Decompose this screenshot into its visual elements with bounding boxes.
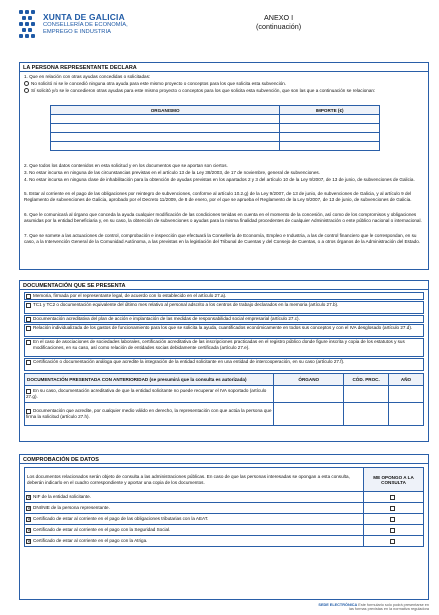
- doc-checkbox[interactable]: [26, 317, 31, 322]
- col-organismo: ORGANISMO: [51, 106, 280, 115]
- doc-checkbox[interactable]: [26, 326, 31, 331]
- table-row: [25, 503, 424, 514]
- xunta-logo-icon: [19, 10, 37, 54]
- no-aid-radio[interactable]: [24, 81, 29, 86]
- oppose-cell: [364, 525, 424, 536]
- organismo-cell[interactable]: [51, 124, 280, 133]
- org-title: XUNTA DE GALICIA: [43, 12, 125, 22]
- declaration-item-6: 6. Que le comunicará al órgano que conceda la ayuda cualquier modificación de las condiciones tenidas en cuenta en el momento de la concesión, así como de los compromisos y obligaciones asumidas por la entidad beneficiaria y, en su caso, la obtención de subvenciones o ayudas para la misma finalidad procedentes de cualquier Administración o ente público nacional o internacional.: [24, 212, 422, 223]
- oppose-checkbox[interactable]: [390, 539, 395, 544]
- importe-cell[interactable]: [280, 115, 380, 124]
- no-aid-label: No solicitó ni se le concedió ninguna otra ayuda para este mismo proyecto o conceptos para los que solicita esta subvención.: [31, 81, 287, 86]
- col-importe: IMPORTE (€): [280, 106, 380, 115]
- other-aid-radio[interactable]: [24, 88, 29, 93]
- organismo-cell[interactable]: [51, 115, 280, 124]
- table-row: [25, 514, 424, 525]
- doc-item: [24, 315, 424, 323]
- oppose-checkbox[interactable]: [390, 517, 395, 522]
- prior-doc-cell: [25, 386, 274, 403]
- table-row: [51, 124, 380, 133]
- declaration-item-1: 1. Que en relación con otras ayudas concedidas o solicitadas:: [24, 74, 151, 79]
- annex-title: ANEXO I: [263, 13, 294, 22]
- verification-intro: Los documentos relacionados serán objeto de consulta a las administraciones públicas. En caso de que las personas interesadas se opongan a esta consulta, deberán indicarlo en el cuadro correspondiente y aportar una copia de los documentos.: [25, 468, 364, 492]
- table-row: [25, 386, 424, 403]
- doc-label: Memoria, firmada por el representante legal, de acuerdo con lo establecido en el artículo 27.a).: [33, 293, 227, 298]
- prior-docs-table: [24, 373, 424, 426]
- organo-cell[interactable]: [274, 386, 344, 403]
- doc-item: [24, 292, 424, 300]
- doc-label: Documentación acreditativa del plan de acción e implantación de las medidas de responsabilidad social empresarial (artículo 27.c).: [33, 316, 300, 321]
- verification-label: Certificado de estar al corriente en el pago de las obligaciones tributarias con la AEAT.: [33, 516, 209, 522]
- table-row: [51, 115, 380, 124]
- importe-cell[interactable]: [280, 133, 380, 142]
- table-row: [25, 536, 424, 547]
- oppose-header: ME OPONGO A LA CONSULTA: [364, 468, 424, 492]
- doc-item: [24, 301, 424, 314]
- verification-label: DNI/NIE de la persona representante.: [33, 505, 110, 511]
- col-organo: ÓRGANO: [274, 374, 344, 386]
- doc-checkbox[interactable]: [26, 294, 31, 299]
- ano-cell[interactable]: [389, 386, 424, 403]
- organization-name: [43, 12, 128, 36]
- oppose-cell: [364, 503, 424, 514]
- verification-item: [25, 503, 364, 514]
- org-sub2: EMPREGO E INDUSTRIA: [43, 29, 111, 35]
- prior-doc-checkbox[interactable]: [26, 389, 31, 394]
- declaration-title: LA PERSONA REPRESENTANTE DECLARA: [20, 63, 428, 72]
- verification-section: [19, 454, 429, 600]
- oppose-checkbox[interactable]: [390, 528, 395, 533]
- org-sub1: CONSELLERÍA DE ECONOMÍA,: [43, 22, 128, 28]
- verification-table: [24, 467, 424, 547]
- oppose-checkbox[interactable]: [390, 506, 395, 511]
- doc-label: En el caso de asociaciones de sociedades laborales, certificación acreditativa de las inscripciones practicadas en el registro público donde figure inscrita y copia de los estatutos y sus modificaciones, en su caso, así como relación de entidades socias debidamente certificada (artículo 27.e).: [33, 339, 405, 350]
- documentation-title: DOCUMENTACIÓN QUE SE PRESENTA: [20, 281, 428, 290]
- option-other-aid: [24, 88, 424, 94]
- table-row: [25, 492, 424, 503]
- verification-item: [25, 492, 364, 503]
- prior-doc-label: En su caso, documentación acreditativa de que la entidad solicitante no puede recuperar el IVA soportado (artículo 27.g).: [26, 388, 267, 399]
- other-aid-label: Sí solicitó y/o se le concedieron otras ayudas para este mismo proyecto o conceptos para los que solicita esta subvención, que son las que a continuación se relacionan:: [31, 88, 376, 93]
- oppose-cell: [364, 536, 424, 547]
- doc-item: [24, 338, 424, 357]
- declaration-item-2: 2. Que todos los datos contenidos en esta solicitud y en los documentos que se aportan son ciertos.: [24, 163, 228, 168]
- verification-title: COMPROBACIÓN DE DATOS: [20, 455, 428, 464]
- table-row: [51, 133, 380, 142]
- prior-doc-cell: [25, 403, 274, 426]
- declaration-item-4: 4. No estar incursa en ninguna clase de inhabilitación para la obtención de ayudas previstas en los apartados 2 y 3 del artículo 10 de la Ley 9/2007, de 13 de junio, de subvenciones de Galicia.: [24, 177, 415, 182]
- checked-icon: ✕: [27, 516, 31, 522]
- aid-table: [50, 105, 380, 151]
- table-row: [51, 142, 380, 151]
- ano-cell[interactable]: [389, 403, 424, 426]
- verification-label: Certificado de estar al corriente en el pago con la Seguridad Social.: [33, 527, 171, 533]
- doc-item: [24, 324, 424, 337]
- table-row: [25, 403, 424, 426]
- verification-item: [25, 536, 364, 547]
- table-row: [25, 525, 424, 536]
- oppose-cell: [364, 492, 424, 503]
- footer-brand: SEDE ELECTRÓNICA: [318, 603, 358, 607]
- declaration-item-7: 7. Que se somete a las actuaciones de control, comprobación e inspección que efectuará la Consellería de Economía, Empleo e Industria, a las de control financiero que le correspondan, en su caso, a la Intervención General de la Comunidad Autónoma, a las previstas en la legislación del Tribunal de Cuentas y del Consejo de Cuentas, o a otros órganos de la Administración del Estado.: [24, 233, 421, 244]
- verification-item: [25, 525, 364, 536]
- doc-checkbox[interactable]: [26, 360, 31, 365]
- col-cod-proc: CÓD. PROC.: [344, 374, 389, 386]
- verification-item: [25, 514, 364, 525]
- documentation-section: [19, 280, 429, 442]
- importe-cell[interactable]: [280, 142, 380, 151]
- oppose-checkbox[interactable]: [390, 495, 395, 500]
- prior-docs-header: DOCUMENTACIÓN PRESENTADA CON ANTERIORIDAD (se presumirá que la consulta es autorizada): [25, 374, 274, 386]
- doc-checkbox[interactable]: [26, 303, 31, 308]
- checked-icon: ✕: [27, 538, 31, 544]
- verification-label: Certificado de estar al corriente en el pago con la Atriga.: [33, 538, 148, 544]
- prior-doc-label: Documentación que acredite, por cualquier medio válido en derecho, la representación con que actúa la persona que firma la solicitud (artículo 27.h).: [26, 408, 272, 419]
- doc-label: TC1 y TC2 o documentación equivalente del último mes relativo al personal adscrito a los centros de trabajo declarados en la memoria (artículo 27.b).: [33, 302, 339, 307]
- footer-line2: las formas previstas en la normativa reguladora: [349, 607, 429, 611]
- organismo-cell[interactable]: [51, 133, 280, 142]
- organismo-cell[interactable]: [51, 142, 280, 151]
- importe-cell[interactable]: [280, 124, 380, 133]
- checked-icon: ✕: [27, 527, 31, 533]
- page-header: [19, 10, 429, 62]
- prior-doc-checkbox[interactable]: [26, 409, 31, 414]
- doc-label: Certificación o documentación análoga que acredite la integración de la entidad solicitante en una entidad de intercooperación, en su caso (artículo 27.f).: [33, 359, 345, 364]
- doc-checkbox[interactable]: [26, 340, 31, 345]
- oppose-cell: [364, 514, 424, 525]
- verification-label: NIF de la entidad solicitante.: [33, 494, 91, 500]
- declaration-item-5: 5. Estar al corriente en el pago de las obligaciones por reintegro de subvenciones, conforme al artículo 10.2.g) de la Ley 9/2007, de 13 de junio, de subvenciones de Galicia, y al artículo 9 del Reglamento de subvenciones de Galicia, aprobado por el Decreto 11/2009, de 8 de enero, por el que se aprueba el Reglamento de la Ley 9/2007, de 13 de junio, de subvenciones de Galicia.: [24, 191, 412, 202]
- cod-proc-cell[interactable]: [344, 386, 389, 403]
- checked-icon: ✕: [27, 505, 31, 511]
- declaration-item-3: 3. No estar incursa en ninguna de las circunstancias previstas en el artículo 13 de la Ley 38/2003, de 17 de noviembre, general de subvenciones.: [24, 170, 320, 175]
- annex-subtitle: (continuación): [256, 22, 302, 31]
- organo-cell[interactable]: [274, 403, 344, 426]
- annex-label: [256, 13, 301, 31]
- footer-line1: Este formulario solo podrá presentarse en: [358, 603, 429, 607]
- checked-icon: ✕: [27, 494, 31, 500]
- doc-item: [24, 358, 424, 371]
- page-footer: [318, 603, 429, 611]
- doc-label: Relación individualizada de los gastos de funcionamiento para los que se solicita la ayuda, cuantificados económicamente en todos sus conceptos y con el IVA desglosado (artículo 27.d).: [33, 325, 413, 330]
- option-no-aid: [24, 81, 424, 87]
- col-ano: AÑO: [389, 374, 424, 386]
- cod-proc-cell[interactable]: [344, 403, 389, 426]
- declaration-section: [19, 62, 429, 270]
